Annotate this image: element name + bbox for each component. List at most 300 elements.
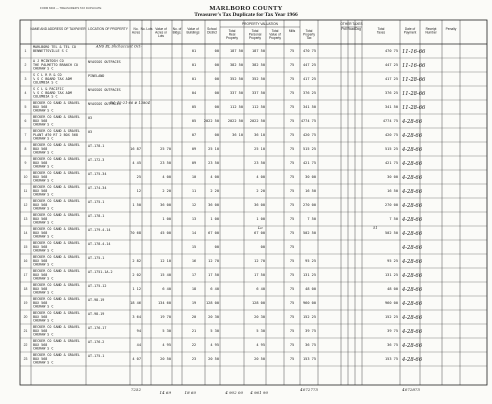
- payment-date: 11-16-66: [402, 63, 426, 69]
- taxpayer-name-line: CHERAW S C: [33, 122, 54, 127]
- school-district: 16: [191, 259, 197, 263]
- real-property-value: 128 00: [206, 301, 219, 305]
- row-number: 9: [24, 161, 27, 165]
- school-district: 11: [191, 189, 197, 193]
- payment-date: 4-28-66: [402, 329, 423, 335]
- row-number: 15: [23, 245, 28, 249]
- county-title: MARLBORO COUNTY: [209, 5, 283, 12]
- column-header: Value of: [155, 27, 167, 31]
- row-number: 1: [24, 49, 27, 53]
- payment-date: 4-28-66: [402, 203, 423, 209]
- total-taxes: 960 00: [385, 301, 398, 305]
- column-header: Total: [305, 29, 313, 33]
- column-header: Total: [377, 27, 385, 31]
- property-tax: 153 75: [303, 357, 316, 361]
- taxpayer-name-line: BOX 568: [33, 300, 48, 305]
- total-property-value: 25 10: [254, 147, 265, 151]
- taxpayer-name-line: CHERAW S C: [33, 178, 54, 183]
- mills-rate: 75: [289, 133, 295, 137]
- taxpayer-name-line: BOX 568: [33, 188, 48, 193]
- column-header: Bldgs.: [172, 30, 182, 35]
- taxpayer-name-line: CHERAW S C: [33, 192, 54, 197]
- payment-date: 4-28-66: [402, 287, 423, 293]
- payment-date: 4-28-66: [402, 189, 423, 195]
- acres-value: 16 87: [130, 147, 141, 151]
- mills-rate: 75: [289, 203, 295, 207]
- property-location: PINELAND: [88, 74, 105, 78]
- taxpayer-name-line: COLUMBIA S C: [33, 94, 58, 99]
- property-tax: 131 25: [303, 273, 316, 277]
- tax-total: 4072775: [300, 387, 318, 392]
- land-value: 20 50: [160, 357, 171, 361]
- taxpayer-name-line: MARLBORO TEL & TEL CO: [33, 45, 76, 49]
- property-tax: 36 75: [305, 343, 316, 347]
- row-number: 2: [24, 63, 27, 67]
- school-district: 01: [191, 63, 197, 67]
- property-tax: 270 00: [303, 203, 316, 207]
- land-value: 19 70: [160, 315, 171, 319]
- real-property-value: 00: [214, 77, 219, 81]
- row-number: 20: [23, 315, 28, 319]
- school-district: 05: [191, 105, 197, 109]
- total-property-value: 112 50: [252, 105, 265, 109]
- total-property-value: 20 50: [254, 357, 265, 361]
- mills-rate: 75: [289, 77, 295, 81]
- row-number: 16: [23, 259, 28, 263]
- taxpayer-name-line: BECKER CO SAND & GRAVEL: [33, 311, 80, 315]
- column-header: Total: [228, 29, 236, 33]
- row-number: 18: [23, 287, 28, 291]
- real-total: 4 902 00: [225, 390, 243, 395]
- payment-date: 11-28-66: [402, 91, 426, 97]
- property-tax: 417 25: [303, 77, 316, 81]
- total-taxes: 7 50: [389, 217, 398, 221]
- real-property-value: 20 30: [208, 315, 219, 319]
- taxpayer-name-line: BOX 568: [33, 356, 48, 361]
- row-number: 22: [23, 343, 28, 347]
- column-header: Total: [251, 29, 259, 33]
- table-row: [20, 59, 487, 72]
- total-taxes: 39 75: [387, 329, 398, 333]
- payment-date: 4-28-66: [402, 161, 423, 167]
- personal-property-value: 112 50: [230, 105, 243, 109]
- real-property-value: 5 30: [210, 329, 219, 333]
- taxpayer-name-line: CHERAW S C: [33, 262, 54, 267]
- real-property-value: 1 00: [210, 217, 219, 221]
- property-location: AT-175-1: [88, 256, 105, 260]
- school-district: 07: [191, 133, 197, 137]
- row-number: 23: [23, 357, 28, 361]
- column-header: NAME AND ADDRESS OF TAXPAYER: [30, 27, 86, 31]
- row-number: 10: [23, 175, 28, 179]
- handwritten-note: ANS EL Shchaccunt Oct-: [96, 44, 142, 49]
- mills-rate: 75: [289, 343, 295, 347]
- table-row: [20, 283, 487, 296]
- taxpayer-name-line: COLUMBIA S C: [33, 80, 58, 85]
- column-header: Acres or: [155, 30, 167, 35]
- personal-property-value: 337 50: [230, 91, 243, 95]
- group-header-property: PROPERTY VALUATION: [242, 22, 278, 26]
- taxpayer-name-line: CHERAW S C: [33, 66, 54, 71]
- payment-date: 4-28-66: [402, 273, 423, 279]
- acres-value: 94: [136, 329, 141, 333]
- property-location: AT-174-34: [88, 186, 107, 190]
- taxpayer-name-line: CHERAW S C: [33, 346, 54, 351]
- table-row: [20, 353, 487, 366]
- payment-date: 4-28-66: [402, 133, 423, 139]
- row-number: 21: [23, 329, 28, 333]
- total-property-value: 20 30: [254, 315, 265, 319]
- column-header: Payment: [403, 30, 417, 35]
- total-taxes: 4774 75: [382, 119, 398, 123]
- mills-rate: 75: [289, 147, 295, 151]
- payment-date: 4-28-66: [402, 245, 423, 251]
- total-property-value: 4 00: [256, 175, 265, 179]
- land-value: 1 00: [162, 217, 171, 221]
- property-tax: 30 00: [305, 175, 316, 179]
- property-location: AT-98-19: [88, 298, 105, 302]
- real-property-value: 23 50: [208, 161, 219, 165]
- table-row: [20, 185, 487, 198]
- acres-total: 7252: [130, 387, 141, 392]
- school-district: 01: [191, 49, 197, 53]
- property-tax: 341 50: [303, 105, 316, 109]
- table-row: [20, 311, 487, 324]
- school-district: 10: [191, 175, 197, 179]
- payment-date: 4-28-66: [402, 175, 423, 181]
- taxpayer-name-line: BECKER CO SAND & GRAVEL: [33, 283, 80, 287]
- school-district: 13: [191, 217, 197, 221]
- property-tax: 4774 75: [300, 119, 316, 123]
- taxpayer-name-line: CHERAW S C: [33, 150, 54, 155]
- real-property-value: 6 40: [210, 287, 219, 291]
- property-location: AT-178-4-14: [88, 242, 111, 246]
- handwritten-note: 51: [373, 226, 378, 230]
- table-row: [20, 227, 487, 240]
- real-property-value: 2022 50: [203, 119, 219, 123]
- column-headers: [30, 22, 456, 40]
- taxpayer-name-line: BECKER CO SAND & GRAVEL: [33, 185, 80, 189]
- total-taxes: 515 25: [385, 147, 398, 151]
- taxpayer-name-line: CHERAW S C: [33, 108, 54, 113]
- mills-rate: 75: [289, 161, 295, 165]
- total-property-value: 4 95: [256, 343, 265, 347]
- taxpayer-name-line: % S C BOARD TAX ADM: [33, 76, 72, 81]
- property-tax: 152 25: [303, 315, 316, 319]
- taxpayer-name-line: BOX 568: [33, 174, 48, 179]
- taxpayer-name-line: BOX 568: [33, 328, 48, 333]
- taxpayer-name-line: BECKER CO SAND & GRAVEL: [33, 255, 80, 259]
- total-property-value: 337 50: [252, 91, 265, 95]
- taxpayer-name-line: CHERAW S C: [33, 234, 54, 239]
- table-row: [20, 213, 487, 226]
- mills-rate: 75: [289, 329, 295, 333]
- acres-value: 4 45: [132, 161, 141, 165]
- table-row: [20, 101, 487, 114]
- row-number: 17: [23, 273, 28, 277]
- total-property-value: 352 50: [252, 77, 265, 81]
- taxpayer-name-line: S C L & PACIFIC: [33, 87, 64, 91]
- taxpayer-name-line: PLANT #70 RT 2 BOX 568: [33, 132, 78, 137]
- total-taxes: 420 75: [385, 133, 398, 137]
- mills-rate: 75: [289, 301, 295, 305]
- table-row: [20, 143, 487, 156]
- taxpayer-name-line: BECKER CO SAND & GRAVEL: [33, 143, 80, 147]
- column-header: Value of: [269, 32, 281, 37]
- taxpayer-name-line: BOX 568: [33, 118, 48, 123]
- column-header: Buildings: [186, 30, 200, 35]
- payment-date: 4-28-66: [402, 259, 423, 265]
- land-value: 23 50: [160, 161, 171, 165]
- form-number: FORM 8404 — TREASURER'S TAX DUPLICATE: [40, 6, 102, 10]
- personal-property-value: 187 50: [230, 49, 243, 53]
- property-tax: 95 25: [305, 259, 316, 263]
- total-taxes: 48 00: [387, 287, 398, 291]
- mills-rate: 75: [289, 259, 295, 263]
- ledger-footer: [131, 387, 421, 395]
- real-property-value: 00: [214, 105, 219, 109]
- ledger-rows: [20, 45, 487, 366]
- taxpayer-name-line: BECKER CO SAND & GRAVEL: [33, 325, 80, 329]
- row-number: 13: [23, 217, 28, 221]
- school-district: 18: [191, 287, 197, 291]
- taxpayer-name-line: CHERAW S C: [33, 164, 54, 169]
- mills-rate: 75: [289, 105, 295, 109]
- column-header: Taxes: [376, 30, 386, 35]
- taxpayer-name-line: BECKER CO SAND & GRAVEL: [33, 171, 80, 175]
- taxpayer-name-line: BECKER CO SAND & GRAVEL: [33, 213, 80, 217]
- personal-property-value: 382 50: [230, 63, 243, 67]
- total-property-value: 187 50: [252, 49, 265, 53]
- total-property-value: 128 00: [252, 301, 265, 305]
- payment-date: 4-28-66: [402, 357, 423, 363]
- school-district: 09: [191, 161, 197, 165]
- duplicate-title: Treasurer's Tax Duplicate for Tax Year 1966: [194, 12, 298, 18]
- property-location: NYASSOS OUTPACES: [88, 60, 121, 64]
- total-taxes: 131 25: [385, 273, 398, 277]
- school-district: 05: [191, 119, 197, 123]
- total-property-value: 36 00: [254, 203, 265, 207]
- taxpayer-name-line: BOX 568: [33, 342, 48, 347]
- column-header: Real: [228, 32, 236, 37]
- mills-rate: 75: [289, 175, 295, 179]
- land-value: 4 95: [162, 343, 171, 347]
- row-number: 19: [23, 301, 28, 305]
- column-header: Receipt: [425, 27, 437, 31]
- column-header: Penalty: [445, 27, 457, 31]
- table-row: [20, 171, 487, 184]
- column-header: Property: [302, 32, 316, 37]
- taxpayer-name-line: BECKER CO SAND & GRAVEL: [33, 241, 80, 245]
- taxpayer-name-line: BECKER CO SAND & GRAVEL: [33, 353, 80, 357]
- row-number: 12: [23, 203, 28, 207]
- taxpayer-name-line: BENNETTSVILLE S C: [33, 48, 68, 53]
- taxpayer-name-line: CHERAW S C: [33, 318, 54, 323]
- column-header: Lots: [157, 34, 165, 39]
- column-header: No. Lots: [140, 27, 153, 31]
- payment-date: 4-28-66: [402, 217, 423, 223]
- handwritten-note: Lo: [258, 226, 263, 230]
- value-total: 14 69: [159, 390, 171, 395]
- acres-value: 44: [136, 343, 141, 347]
- property-location: 03: [88, 116, 93, 120]
- property-location: NYASSOS OUTPACES: [88, 102, 121, 106]
- row-number: 6: [24, 119, 27, 123]
- total-property-value: 12 70: [254, 259, 265, 263]
- total-property-value: 67 00: [254, 231, 265, 235]
- property-location: AT-176-17: [88, 326, 107, 330]
- taxpayer-name-line: THE PALMETTO BRANCH CO: [33, 62, 78, 67]
- property-location: AT-178-1: [88, 144, 105, 148]
- total-property-value: 1 00: [256, 217, 265, 221]
- property-location: AT-175-12: [88, 284, 107, 288]
- payment-date: 4-28-66: [402, 301, 423, 307]
- total-property-value: 5 30: [256, 329, 265, 333]
- column-header: Poll: [341, 27, 347, 31]
- payment-date: 4-28-66: [402, 147, 423, 153]
- school-district: 20: [191, 315, 197, 319]
- property-location: AT-176-2: [88, 340, 105, 344]
- acres-value: 3 64: [132, 315, 141, 319]
- table-row: [20, 241, 487, 254]
- row-number: 7: [24, 133, 27, 137]
- taxpayer-name-line: BOX 568: [33, 160, 48, 165]
- total-property-value: 00: [260, 245, 265, 249]
- school-district: 22: [191, 343, 197, 347]
- total-taxes: 470 75: [385, 49, 398, 53]
- group-header-other-taxes: OTHER TAXES: [340, 22, 363, 26]
- column-header: Mills: [288, 29, 296, 33]
- column-header: Acres: [131, 30, 141, 35]
- mills-rate: 75: [289, 189, 295, 193]
- real-property-value: 2 20: [210, 189, 219, 193]
- acres-value: 2 02: [132, 273, 141, 277]
- property-tax: 420 75: [303, 133, 316, 137]
- acres-value: 1 12: [132, 287, 141, 291]
- total-property-value: 36 10: [254, 133, 265, 137]
- total-taxes: 36 75: [387, 343, 398, 347]
- school-district: 21: [191, 329, 197, 333]
- table-row: [20, 87, 487, 100]
- table-row: [20, 45, 487, 58]
- handwritten-note: Pd. 12-21-66 # 13804: [110, 101, 150, 105]
- property-location: AT-175-1: [88, 200, 105, 204]
- property-location: AT-175-1: [88, 354, 105, 358]
- taxpayer-name-line: BECKER CO SAND & GRAVEL: [33, 269, 80, 273]
- property-tax: 447 25: [303, 63, 316, 67]
- column-header: Property: [225, 36, 239, 41]
- column-header: Dog: [355, 27, 361, 31]
- taxpayer-name-line: BOX 568: [33, 272, 48, 277]
- taxpayer-name-line: BOX 568: [33, 202, 48, 207]
- real-property-value: 00: [214, 245, 219, 249]
- land-value: 12 10: [160, 259, 171, 263]
- table-row: [20, 325, 487, 338]
- school-district: 17: [191, 273, 197, 277]
- personal-property-value: 2022 50: [227, 119, 243, 123]
- total-taxes: 341 50: [385, 105, 398, 109]
- table-row: [20, 157, 487, 170]
- property-location: AT-175-34: [88, 172, 107, 176]
- taxpayer-name-line: BECKER CO SAND & GRAVEL: [33, 115, 80, 119]
- table-row: [20, 73, 487, 86]
- land-value: 15 40: [160, 273, 171, 277]
- grand-total: 4072875: [402, 387, 420, 392]
- mills-rate: 75: [289, 231, 295, 235]
- taxpayer-name-line: BOX 568: [33, 244, 48, 249]
- land-value: 6 40: [162, 287, 171, 291]
- mills-rate: 75: [289, 357, 295, 361]
- school-district: 04: [191, 91, 197, 95]
- total-taxes: 16 50: [387, 189, 398, 193]
- total-taxes: 376 25: [385, 91, 398, 95]
- taxpayer-name-line: CHERAW S C: [33, 332, 54, 337]
- taxpayer-name-line: S C L R R & CO: [33, 73, 62, 77]
- property-tax: 502 50: [303, 231, 316, 235]
- total-taxes: 30 00: [387, 175, 398, 179]
- total-taxes: 153 75: [385, 357, 398, 361]
- acres-value: 1 50: [132, 203, 141, 207]
- mills-rate: 75: [289, 49, 295, 53]
- property-tax: 376 25: [303, 91, 316, 95]
- land-value: 45 00: [160, 231, 171, 235]
- column-header: Property: [248, 36, 262, 41]
- taxpayer-name-line: BECKER CO SAND & GRAVEL: [33, 199, 80, 203]
- taxpayer-name-line: CHERAW S C: [33, 360, 54, 365]
- real-property-value: 17 50: [208, 273, 219, 277]
- real-property-value: 00: [214, 133, 219, 137]
- land-value: 5 30: [162, 329, 171, 333]
- taxpayer-name-line: CHERAW S C: [33, 304, 54, 309]
- taxpayer-name-line: CHERAW S C: [33, 276, 54, 281]
- total-property-value: 17 50: [254, 273, 265, 277]
- total-taxes: 421 75: [385, 161, 398, 165]
- school-district: 15: [191, 245, 197, 249]
- taxpayer-name-line: CHERAW S C: [33, 220, 54, 225]
- taxpayer-name-line: CHERAW S C: [33, 136, 54, 141]
- property-location: 03: [88, 130, 93, 134]
- acres-value: 4 07: [132, 357, 141, 361]
- column-header: No.: [133, 27, 139, 31]
- table-row: [20, 339, 487, 352]
- mills-rate: 75: [289, 119, 295, 123]
- property-tax: 470 75: [303, 49, 316, 53]
- row-number: 14: [23, 231, 28, 235]
- school-district: 23: [191, 357, 197, 361]
- taxpayer-name-line: BOX 568: [33, 230, 48, 235]
- property-location: AT-179-4-14: [88, 228, 111, 232]
- property-tax: 515 25: [303, 147, 316, 151]
- total-taxes: 152 25: [385, 315, 398, 319]
- real-property-value: 20 50: [208, 357, 219, 361]
- row-number: 8: [24, 147, 27, 151]
- taxpayer-name-line: BECKER CO SAND & GRAVEL: [33, 129, 80, 133]
- mills-rate: 75: [289, 245, 295, 249]
- mills-rate: 75: [289, 315, 295, 319]
- column-header: No. of: [172, 27, 182, 31]
- taxpayer-name-line: CHERAW S C: [33, 248, 54, 253]
- taxpayer-name-line: CHERAW S C: [33, 206, 54, 211]
- total-property-value: 2022 50: [249, 119, 265, 123]
- table-row: [20, 297, 487, 310]
- property-tax: 421 75: [303, 161, 316, 165]
- taxpayer-name-line: BOX 568: [33, 314, 48, 319]
- taxpayer-name-line: BECKER CO SAND & GRAVEL: [33, 227, 80, 231]
- property-tax: 16 50: [305, 189, 316, 193]
- payment-date: 4-28-66: [402, 343, 423, 349]
- property-tax: 39 75: [305, 329, 316, 333]
- row-number: 3: [24, 77, 27, 81]
